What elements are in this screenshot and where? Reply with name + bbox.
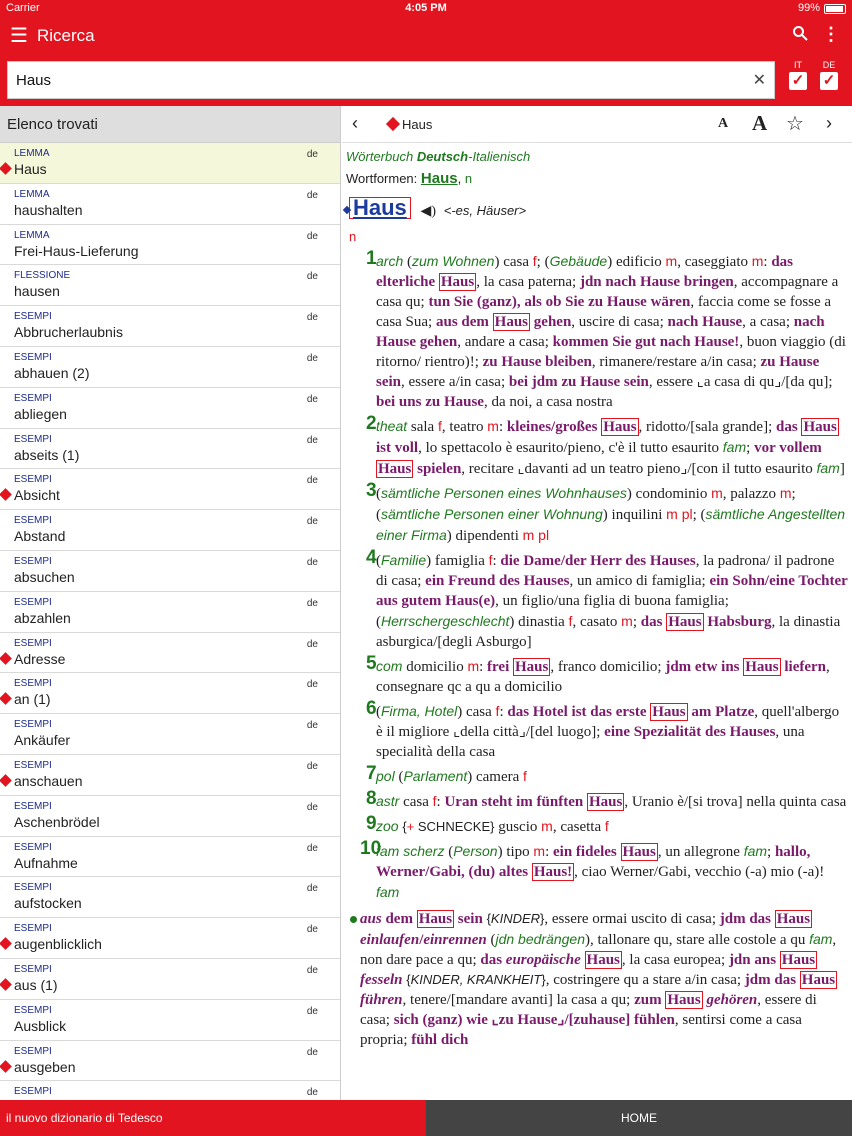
result-item[interactable] [0,1041,340,1082]
more-options-icon[interactable]: ⋮ [822,24,840,44]
sense-10: 10 fam scherz (Person) tipo m: ein fideles Haus , un allegrone fam; hallo, Werner/Gabi, (du) altes Haus! , ciao Werner/Gabi, vecchio (-a) mio (-a)! fam [360,838,825,900]
checkbox-checked-icon[interactable]: ✓ [789,72,807,90]
result-word: abzahlen [14,609,71,626]
result-word: aus (1) [14,976,58,993]
result-item[interactable] [0,388,340,429]
lang-toggle-it[interactable] [787,60,809,90]
result-item[interactable] [0,225,340,266]
result-category: ESEMPI [14,841,52,853]
result-item[interactable] [0,265,340,306]
lang-toggle-de[interactable] [818,60,840,90]
sense-5: 5 com domicilio m: frei Haus , franco domicilio; jdm etw ins Haus liefern, consegnare qc a qu a domicilio [366,653,830,695]
result-category: ESEMPI [14,800,52,812]
result-category: ESEMPI [14,1004,52,1016]
sense-3: 3 (sämtliche Personen eines Wohnhauses) condominio m, palazzo m; (sämtliche Personen einer Wohnung) inquilini m pl; (sämtliche Angestellten einer Firma) dipendenti m pl [366,480,846,544]
search-box [7,61,775,99]
entry-panel [342,106,852,1100]
result-category: ESEMPI [14,1086,52,1098]
sense-9: 9 zoo {+ SCHNECKE} guscio m, casetta f [366,813,609,835]
result-language: de [306,1005,318,1017]
result-language: de [306,312,318,324]
result-language: de [306,556,318,568]
search-row [0,54,852,106]
clock: 4:05 PM [405,2,447,14]
diamond-icon [0,162,12,175]
result-category: ESEMPI [14,759,52,771]
page-title: Ricerca [37,26,95,45]
result-language: de [306,352,318,364]
result-language: de [306,271,318,283]
result-language: de [306,434,318,446]
headword: Haus [349,197,411,219]
checkbox-checked-icon[interactable]: ✓ [820,72,838,90]
result-category: ESEMPI [14,351,52,363]
footer-app-name: il nuovo dizionario di Tedesco [0,1100,426,1136]
result-language: de [306,720,318,732]
result-category: ESEMPI [14,433,52,445]
home-button[interactable]: HOME [426,1100,852,1136]
result-item[interactable] [0,714,340,755]
result-language: de [306,760,318,772]
result-word: Abbrucherlaubnis [14,324,123,341]
result-item[interactable] [0,1081,340,1100]
word-form-link[interactable]: Haus [420,170,458,187]
font-larger-button[interactable]: A [752,111,768,135]
lang-label-it: IT [794,60,802,70]
result-item[interactable] [0,184,340,225]
result-word: Haus [14,161,47,177]
sense-7: 7 pol (Parlament) camera f [366,763,527,785]
result-category: LEMMA [14,148,50,159]
result-language: de [306,597,318,609]
result-language: de [306,924,318,936]
dictionary-name: Wörterbuch Deutsch-Italienisch [346,149,531,164]
diamond-icon [0,652,12,665]
sense-1: 1 arch (zum Wohnen) casa f; (Gebäude) edificio m, caseggiato m: das elterliche Haus , la casa paterna; jdn nach Hause bringen, accompagnare a casa qu; tun Sie (ganz), als ob Sie zu Hause wären, faccia come se fosse a casa Sua; aus dem Haus gehen, uscire di casa; nach Hause, a casa; nach Hause gehen, andare a casa; kommen Sie gut nach Hause!, buon viaggio (di ritorno/ rientro)!; zu Hause bleiben, rimanere/restare a/in casa; zu Hause sein, essere a/in casa; bei jdm zu Hause sein, essere ⌞a casa di qu⌟/[da qu]; bei uns zu Hause, da noi, a casa nostra [366,248,846,410]
battery-percent: 99% [797,2,820,14]
speaker-icon[interactable]: ◀) [420,204,436,219]
result-category: LEMMA [14,188,50,200]
diamond-icon [386,117,400,131]
headword-line [346,197,848,227]
result-category: ESEMPI [14,392,52,404]
diamond-icon [0,978,12,991]
result-language: de [306,638,318,650]
results-panel [0,106,341,1100]
results-header: Elenco trovati [0,106,340,143]
result-item[interactable] [0,959,340,1000]
result-category: ESEMPI [14,555,52,567]
result-word: hausen [14,283,60,300]
result-category: ESEMPI [14,963,52,975]
result-word: Adresse [14,650,66,667]
result-category: ESEMPI [14,311,52,323]
result-language: de [306,1087,318,1099]
result-item[interactable] [0,796,340,837]
result-category: FLESSIONE [14,270,71,282]
diamond-icon [0,489,12,502]
result-item[interactable] [0,592,340,633]
search-icon[interactable] [792,25,808,46]
sense-2: 2 theat sala f, teatro m: kleines/großes Haus , ridotto/[sala grande]; das Haus ist voll, lo spettacolo è esaurito/pieno, c'è il tutto esaurito fam; vor vollem Haus spielen, recitare ⌞davanti ad un teatro pieno⌟/[con il tutto esaurito fam] [366,413,845,477]
result-item[interactable] [0,918,340,959]
result-item[interactable] [0,551,340,592]
result-language: de [306,964,318,976]
result-category: ESEMPI [14,882,52,894]
result-item[interactable] [0,837,340,878]
entry-content [342,143,852,1050]
forward-icon[interactable]: › [826,113,832,133]
result-language: de [306,393,318,405]
result-language: de [306,801,318,813]
result-item[interactable] [0,143,340,184]
result-word: Ausblick [14,1017,67,1034]
result-language: de [306,516,318,528]
word-forms: Wortformen: Haus, n [346,170,473,187]
back-icon[interactable]: ‹ [352,113,358,133]
result-language: de [306,149,318,160]
sense-8: 8 astr casa f: Uran steht im fünften Haus , Uranio è/[si trova] nella quinta casa [366,788,847,810]
result-word: abliegen [14,405,67,422]
result-category: ESEMPI [14,923,52,935]
result-word: Frei-Haus-Lieferung [14,242,139,259]
result-word: ausgeben [14,1058,76,1075]
result-category: LEMMA [14,229,50,241]
result-word: Abstand [14,528,66,545]
entry-toolbar [342,106,852,143]
result-item[interactable] [0,306,340,347]
result-category: ESEMPI [14,719,52,731]
result-language: de [306,230,318,242]
idioms: aus dem Haus sein {KINDER}, essere ormai uscito di casa; jdm das Haus einlaufen/einrennen (jdn bedrängen), tallonare qu, stare alle costole a qu fam, non dare pace a qu; das europäische Haus , la casa europea; jdn ans Haus fesseln {KINDER, KRANKHEIT}, costringere qu a stare a/in casa; jdm das Haus führen, tenere/[mandare avanti] la casa a qu; zum Haus gehören, essere di casa; sich (ganz) wie ⌞zu Hause⌟/[zuhause] fühlen, sentirsi come a casa propria; fühl dich [346,909,848,1050]
sense-4: 4 (Familie) famiglia f: die Dame/der Herr des Hauses, la padrona/ il padrone di casa; ein Freund des Hauses, un amico di famiglia; ein Sohn/eine Tochter aus gutem Haus(e), un figlio/una figlia di buona famiglia; (Herrschergeschlecht) dinastia f, casato m; das Haus Habsburg, la dinastia asburgica/[degli Asburgo] [366,547,848,650]
battery-icon [824,4,846,14]
diamond-icon [0,692,12,705]
result-word: Aschenbrödel [14,813,100,830]
result-word: Aufnahme [14,854,78,871]
result-word: augenblicklich [14,936,102,953]
result-item[interactable] [0,469,340,510]
results-list [0,143,340,1100]
sense-6: 6 (Firma, Hotel) casa f: das Hotel ist das erste Haus am Platze, quell'albergo è il migliore ⌞della città⌟/[del luogo]; eine Spezialität des Hauses, una specialità della casa [366,698,840,760]
diamond-icon [0,1060,12,1073]
result-item[interactable] [0,1000,340,1041]
lang-label-de: DE [822,60,836,70]
font-smaller-button[interactable]: A [718,116,729,131]
result-word: Ankäufer [14,732,71,749]
result-word: abseits (1) [14,446,80,463]
result-language: de [306,1046,318,1058]
carrier-label: Carrier [6,2,40,14]
result-item[interactable] [0,347,340,388]
result-item[interactable] [0,429,340,470]
result-language: de [306,189,318,201]
result-language: de [306,842,318,854]
favorite-star-icon[interactable]: ☆ [786,113,804,135]
result-category: ESEMPI [14,678,52,690]
result-word: haushalten [14,201,83,218]
result-category: ESEMPI [14,637,52,649]
result-language: de [306,679,318,691]
diamond-icon [0,937,12,950]
result-item[interactable] [0,877,340,918]
result-item[interactable] [0,755,340,796]
headword-gender: n [349,229,357,244]
result-word: Absicht [14,487,60,504]
result-category: ESEMPI [14,474,52,486]
result-category: ESEMPI [14,515,52,527]
result-item[interactable] [0,633,340,674]
search-input[interactable] [8,62,728,98]
result-language: de [306,883,318,895]
hamburger-menu-icon[interactable]: ☰ [10,25,28,47]
result-word: aufstocken [14,895,82,912]
inflection: <-es, Häuser> [443,203,527,218]
status-bar [0,0,852,18]
diamond-icon [0,774,12,787]
result-word: abhauen (2) [14,364,90,381]
result-word: an (1) [14,691,51,708]
result-word: absuchen [14,568,75,585]
app-bar [0,18,852,54]
result-language: de [306,475,318,487]
result-category: ESEMPI [14,1045,52,1057]
result-word: anschauen [14,772,83,789]
toolbar-word: Haus [402,117,433,132]
result-item[interactable] [0,673,340,714]
result-category: ESEMPI [14,596,52,608]
result-item[interactable] [0,510,340,551]
clear-icon[interactable]: ✕ [752,72,766,89]
